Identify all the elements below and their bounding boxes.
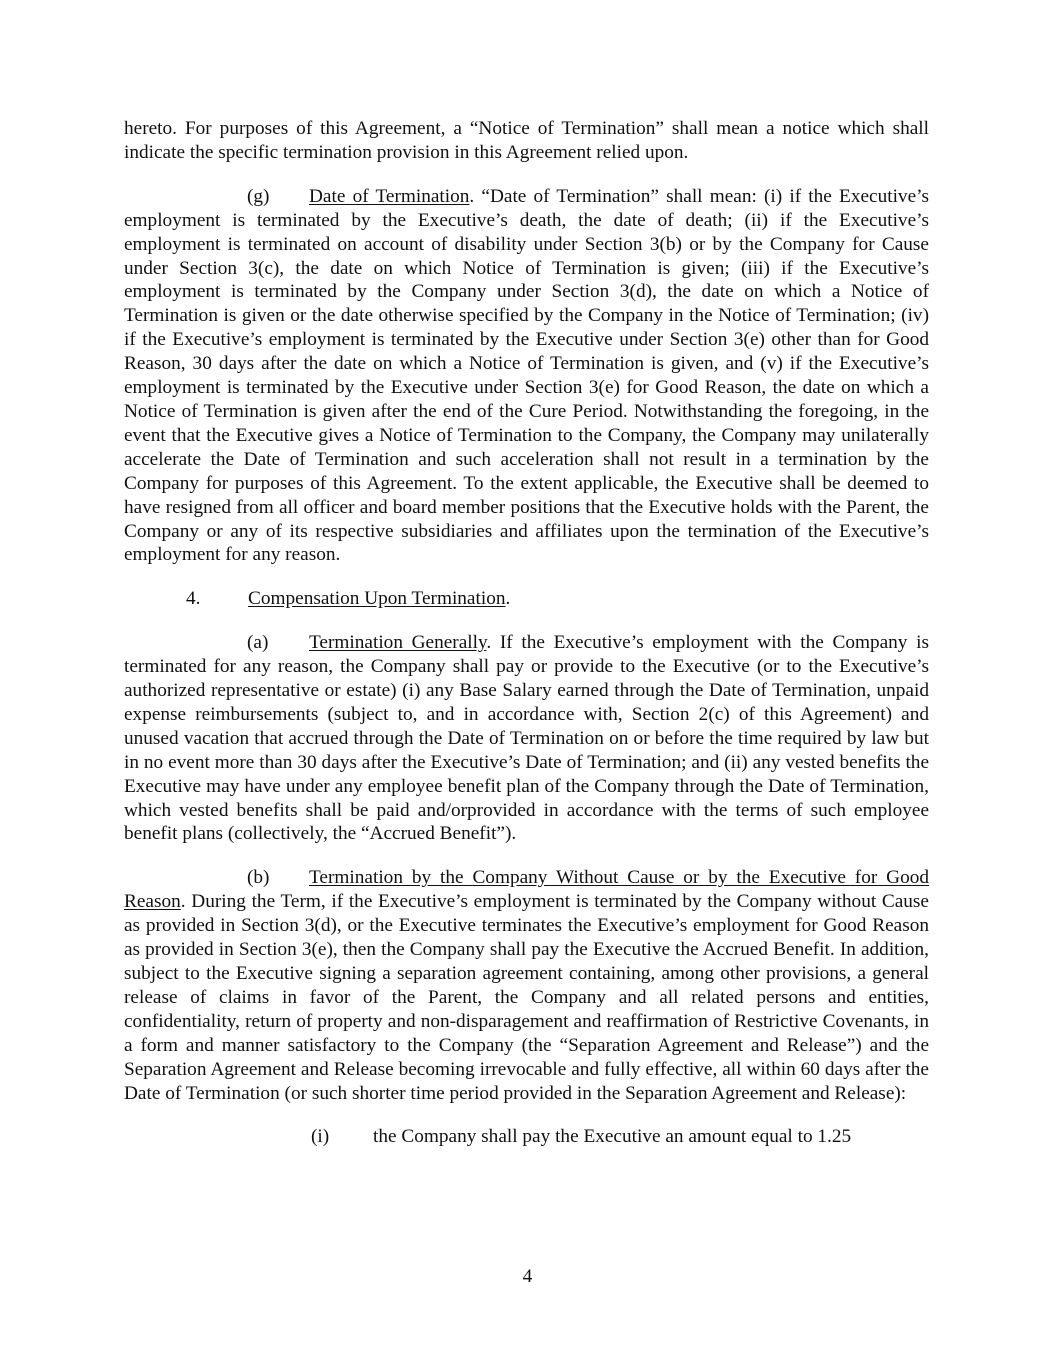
section-label-a: (a) <box>247 632 269 654</box>
paragraph-a-termination-generally <box>124 631 929 846</box>
heading-period: . <box>505 588 511 610</box>
paragraph-text: . During the Term, if the Executive’s employment is terminated by the Company without Cause as provided in Section 3(d), or the Executive terminates the Executive’s employment for Good Reason as provided in Section 3(e), then the Company shall pay the Executive the Accrued Benefit. In addition, subject to the Executive signing a separation agreement containing, among other provisions, a general release of claims in favor of the Parent, the Company and all related persons and entities, confidentiality, return of property and non-disparagement and reaffirmation of Restrictive Covenants, in a form and manner satisfactory to the Company (the “Separation Agreement and Release”) and the Separation Agreement and Release becoming irrevocable and fully effective, all within 60 days after the Date of Termination (or such shorter time period provided in the Separation Agreement and Release): <box>124 891 929 1104</box>
section-label-b: (b) <box>247 867 270 889</box>
section-heading-b: Termination by the Company Without Cause or by the Executive for Good Reason <box>124 867 929 913</box>
paragraph-text: . “Date of Termination” shall mean: (i) if the Executive’s employment is terminated by the Executive’s death, the date of death; (ii) if the Executive’s employment is terminated on account of disability under Section 3(b) or by the Company for Cause under Section 3(c), the date on which Notice of Termination is given; (iii) if the Executive’s employment is terminated by the Company under Section 3(d), the date on which a Notice of Termination is given or the date otherwise specified by the Company in the Notice of Termination; (iv) if the Executive’s employment is terminated by the Executive under Section 3(e) other than for Good Reason, 30 days after the date on which a Notice of Termination is given, and (v) if the Executive’s employment is terminated by the Executive under Section 3(e) for Good Reason, the date on which a Notice of Termination is given after the end of the Cure Period. Notwithstanding the foregoing, in the event that the Executive gives a Notice of Termination to the Company, the Company may unilaterally accelerate the Date of Termination and such acceleration shall not result in a termination by the Company for purposes of this Agreement. To the extent applicable, the Executive shall be deemed to have resigned from all officer and board member positions that the Executive holds with the Parent, the Company or any of its respective subsidiaries and affiliates upon the termination of the Executive’s employment for any reason. <box>124 185 929 566</box>
paragraph-text: . If the Executive’s employment with the Company is terminated for any reason, the Company shall pay or provide to the Executive (or to the Executive’s authorized representative or estate) (i) any Base Salary earned through the Date of Termination, unpaid expense reimbursements (subject to, and in accordance with, Section 2(c) of this Agreement) and unused vacation that accrued through the Date of Termination on or before the time required by law but in no event more than 30 days after the Executive’s Date of Termination; and (ii) any vested benefits the Executive may have under any employee benefit plan of the Company through the Date of Termination, which vested benefits shall be paid and/orprovided in accordance with the terms of such employee benefit plans (collectively, the “Accrued Benefit”). <box>124 632 929 845</box>
paragraph-text: the Company shall pay the Executive an amount equal to 1.25 <box>373 1126 852 1148</box>
paragraph-i-payment <box>124 1125 929 1149</box>
page-number: 4 <box>522 1266 533 1287</box>
section-label-i: (i) <box>311 1126 330 1148</box>
paragraph-text: hereto. For purposes of this Agreement, a “Notice of Termination” shall mean a notice which shall indicate the specific termination provision in this Agreement relied upon. <box>124 118 929 163</box>
section-4-heading <box>124 587 929 611</box>
section-heading-g: Date of Termination <box>309 185 470 207</box>
document-page <box>124 117 929 1169</box>
section-label-4: 4. <box>186 588 201 610</box>
paragraph-b-without-cause <box>124 866 929 1105</box>
section-heading-4: Compensation Upon Termination <box>248 588 506 610</box>
paragraph-g-date-of-termination <box>124 185 929 568</box>
section-label-g: (g) <box>247 185 270 207</box>
paragraph-notice-of-termination <box>124 117 929 165</box>
section-heading-a: Termination Generally <box>309 632 487 654</box>
